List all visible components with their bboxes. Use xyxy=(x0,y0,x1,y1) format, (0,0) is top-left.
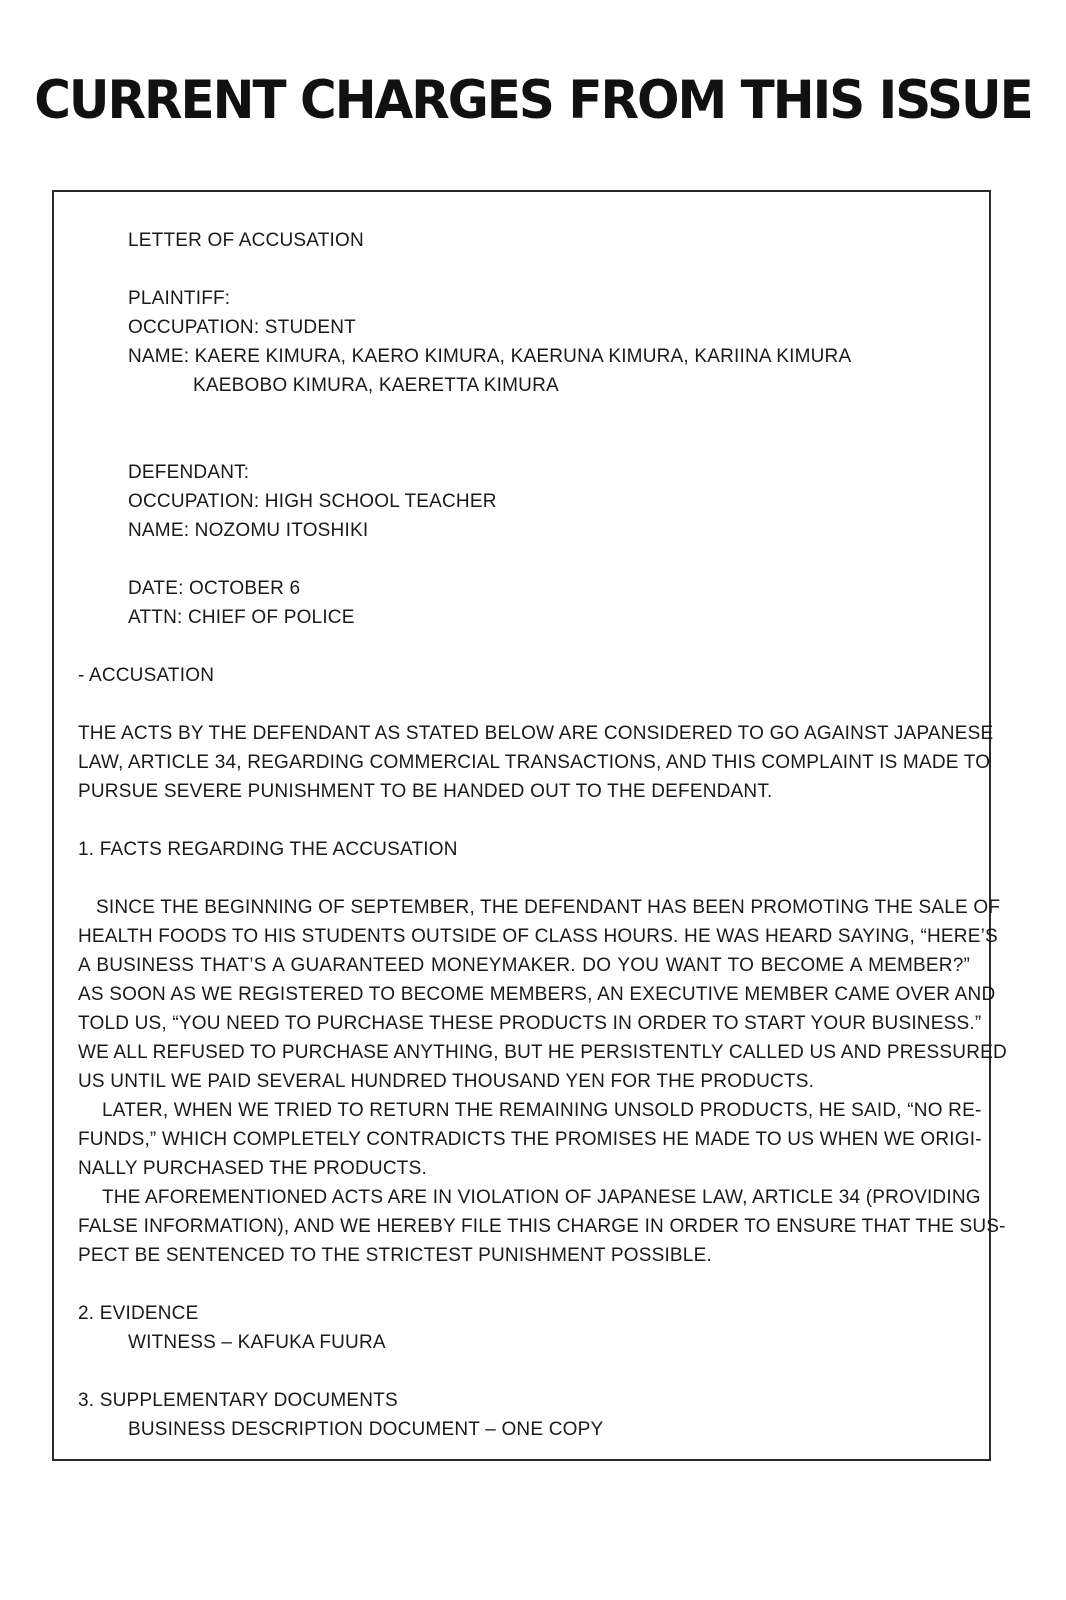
facts-line: TOLD US, “YOU NEED TO PURCHASE THESE PRODUCTS IN ORDER TO START YOUR BUSINESS.” xyxy=(78,1013,982,1034)
defendant-heading: DEFENDANT: xyxy=(128,462,250,483)
plaintiff-occupation: OCCUPATION: STUDENT xyxy=(128,317,356,338)
facts-line: FUNDS,” WHICH COMPLETELY CONTRADICTS THE PROMISES HE MADE TO US WHEN WE ORIGI- xyxy=(78,1129,982,1150)
accusation-line: PURSUE SEVERE PUNISHMENT TO BE HANDED OUT TO THE DEFENDANT. xyxy=(78,781,773,802)
facts-line: WE ALL REFUSED TO PURCHASE ANYTHING, BUT HE PERSISTENTLY CALLED US AND PRESSURED xyxy=(78,1042,1007,1063)
plaintiff-heading: PLAINTIFF: xyxy=(128,288,231,309)
facts-line: HEALTH FOODS TO HIS STUDENTS OUTSIDE OF CLASS HOURS. HE WAS HEARD SAYING, “HERE’S xyxy=(78,926,998,947)
letter-date: DATE: OCTOBER 6 xyxy=(128,578,301,599)
evidence-heading: 2. EVIDENCE xyxy=(78,1303,199,1324)
facts-line: SINCE THE BEGINNING OF SEPTEMBER, THE DEFENDANT HAS BEEN PROMOTING THE SALE OF xyxy=(96,897,1001,918)
letter-title: LETTER OF ACCUSATION xyxy=(128,230,364,251)
accusation-line: LAW, ARTICLE 34, REGARDING COMMERCIAL TRANSACTIONS, AND THIS COMPLAINT IS MADE TO xyxy=(78,752,991,773)
page-title: CURRENT CHARGES FROM THIS ISSUE xyxy=(34,69,1032,131)
facts-line: A BUSINESS THAT’S A GUARANTEED MONEYMAKER. DO YOU WANT TO BECOME A MEMBER?” xyxy=(78,955,970,976)
supplementary-item: BUSINESS DESCRIPTION DOCUMENT – ONE COPY xyxy=(128,1419,604,1440)
facts-line: US UNTIL WE PAID SEVERAL HUNDRED THOUSAND YEN FOR THE PRODUCTS. xyxy=(78,1071,815,1092)
facts-line: THE AFOREMENTIONED ACTS ARE IN VIOLATION OF JAPANESE LAW, ARTICLE 34 (PROVIDING xyxy=(102,1187,981,1208)
plaintiff-name-line-2: KAEBOBO KIMURA, KAERETTA KIMURA xyxy=(193,375,559,396)
plaintiff-name-line-1: NAME: KAERE KIMURA, KAERO KIMURA, KAERUNA KIMURA, KARIINA KIMURA xyxy=(128,346,852,367)
supplementary-heading: 3. SUPPLEMENTARY DOCUMENTS xyxy=(78,1390,398,1411)
letter-attn: ATTN: CHIEF OF POLICE xyxy=(128,607,355,628)
facts-heading: 1. FACTS REGARDING THE ACCUSATION xyxy=(78,839,458,860)
facts-line: AS SOON AS WE REGISTERED TO BECOME MEMBERS, AN EXECUTIVE MEMBER CAME OVER AND xyxy=(78,984,996,1005)
facts-line: LATER, WHEN WE TRIED TO RETURN THE REMAINING UNSOLD PRODUCTS, HE SAID, “NO RE- xyxy=(102,1100,982,1121)
defendant-occupation: OCCUPATION: HIGH SCHOOL TEACHER xyxy=(128,491,497,512)
accusation-line: THE ACTS BY THE DEFENDANT AS STATED BELOW ARE CONSIDERED TO GO AGAINST JAPANESE xyxy=(78,723,994,744)
facts-line: FALSE INFORMATION), AND WE HEREBY FILE THIS CHARGE IN ORDER TO ENSURE THAT THE SUS- xyxy=(78,1216,1006,1237)
defendant-name: NAME: NOZOMU ITOSHIKI xyxy=(128,520,369,541)
evidence-item: WITNESS – KAFUKA FUURA xyxy=(128,1332,386,1353)
letter-of-accusation-document xyxy=(52,190,1007,1461)
facts-line: NALLY PURCHASED THE PRODUCTS. xyxy=(78,1158,427,1179)
facts-line: PECT BE SENTENCED TO THE STRICTEST PUNISHMENT POSSIBLE. xyxy=(78,1245,712,1266)
accusation-heading: - ACCUSATION xyxy=(78,665,215,686)
